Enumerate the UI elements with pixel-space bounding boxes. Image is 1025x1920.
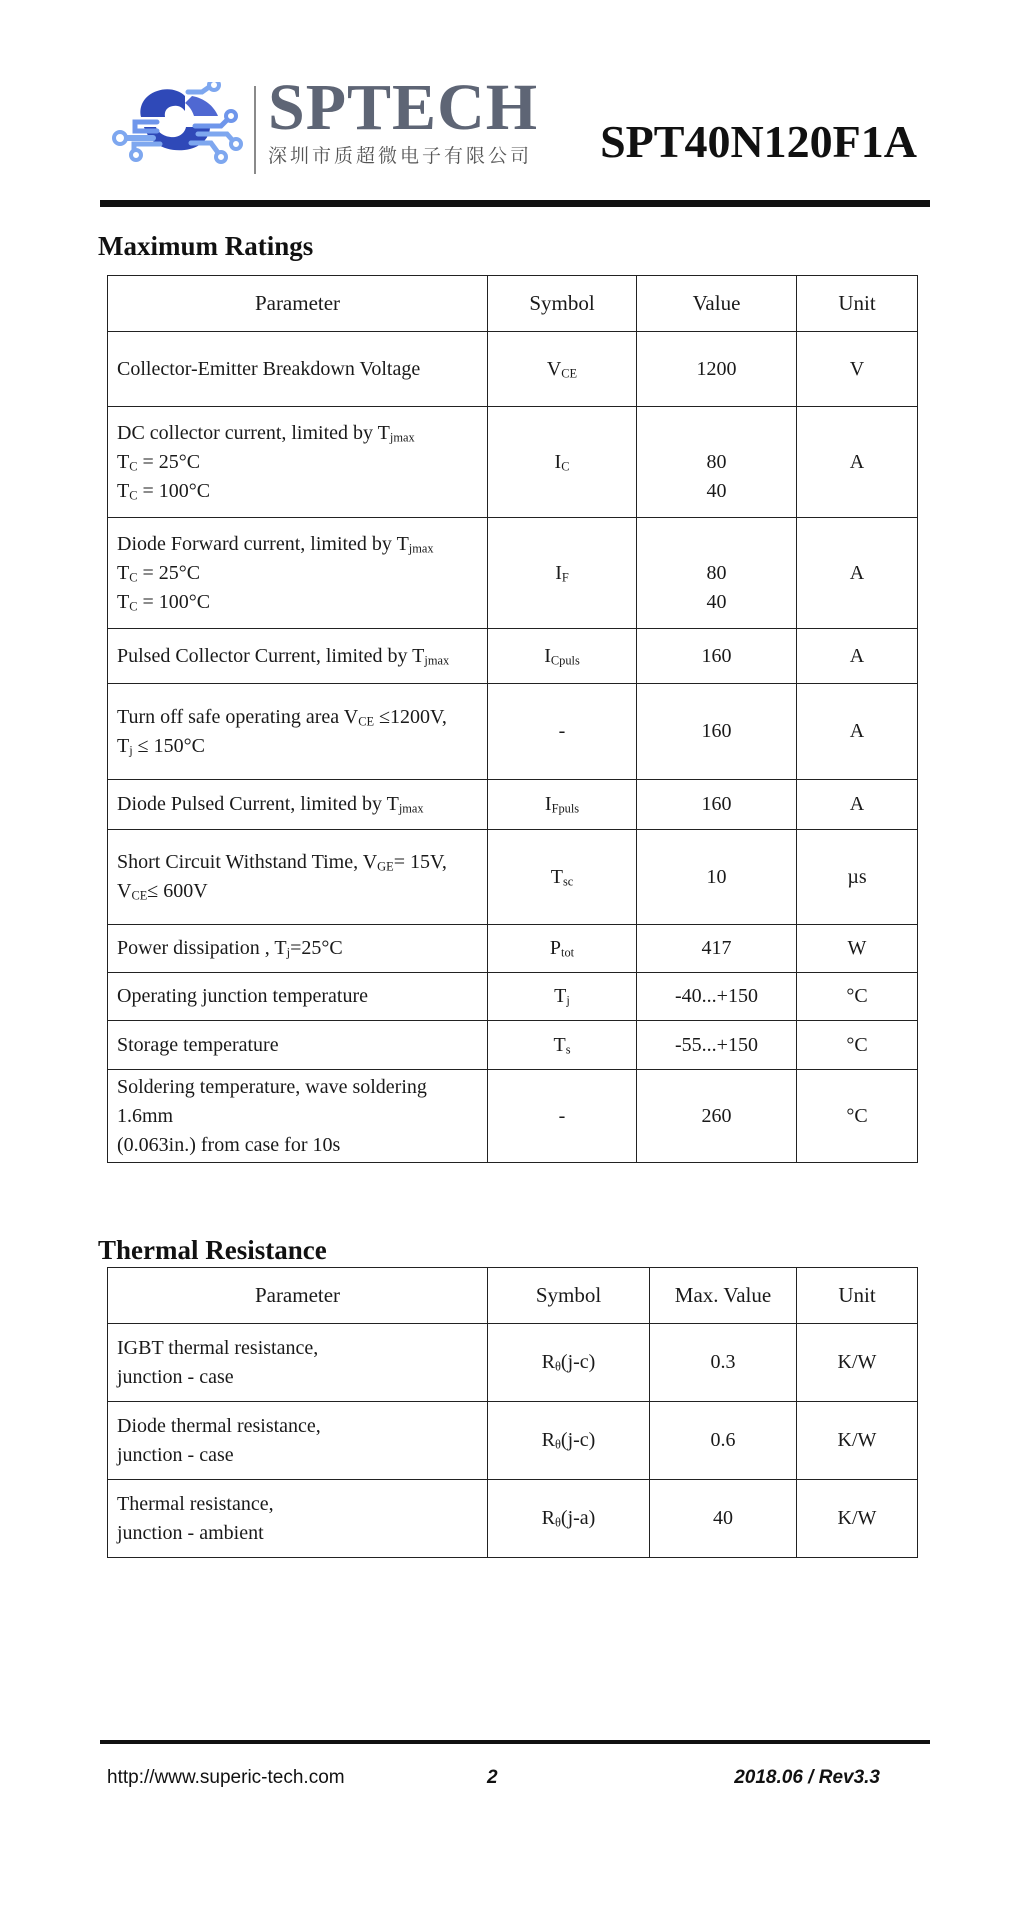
brand-subtitle: 深圳市质超微电子有限公司 xyxy=(268,146,533,167)
footer-url[interactable]: http://www.superic-tech.com xyxy=(107,1767,345,1788)
value-cell: 417 xyxy=(637,925,797,973)
unit-cell: A xyxy=(797,407,918,518)
symbol-cell: $I_{Cpuls}$ xyxy=(488,629,637,684)
table-row xyxy=(108,1070,918,1163)
value-cell: 0.6 xyxy=(650,1402,797,1480)
symbol-header: Symbol xyxy=(488,276,637,332)
table-row xyxy=(108,332,918,407)
value-cell: -55...+150 xyxy=(637,1021,797,1070)
unit-cell: °C xyxy=(797,1021,918,1070)
parameter-cell: Short Circuit Withstand Time, $V_{GE}= 15V$, $V_{CE}\le 600V$ xyxy=(108,830,488,925)
unit-header: Unit xyxy=(797,276,918,332)
table-row xyxy=(108,684,918,780)
parameter-header: Parameter xyxy=(108,1268,488,1324)
symbol-cell: Rθ(j-c) xyxy=(488,1402,650,1480)
thermal-resistance-table xyxy=(107,1267,918,1558)
symbol-header: Symbol xyxy=(488,1268,650,1324)
table-row xyxy=(108,629,918,684)
unit-cell: A xyxy=(797,518,918,629)
value-cell: 10 xyxy=(637,830,797,925)
value-cell: 1200 xyxy=(637,332,797,407)
header-rule xyxy=(100,200,930,207)
table-row xyxy=(108,780,918,830)
parameter-cell: Diode Forward current, limited by $T_{jmax}$ $T_C = 25^\circ C$ $T_C = 100^\circ C$ xyxy=(108,518,488,629)
page-number: 2 xyxy=(487,1767,498,1788)
symbol-cell: $T_s$ xyxy=(488,1021,637,1070)
parameter-cell: Diode thermal resistance, junction - case xyxy=(108,1402,488,1480)
unit-cell: °C xyxy=(797,973,918,1021)
value-cell: 80 40 xyxy=(637,518,797,629)
parameter-cell: Diode Pulsed Current, limited by $T_{jmax}$ xyxy=(108,780,488,830)
maximum-ratings-table xyxy=(107,275,918,1163)
symbol-cell: $T_{sc}$ xyxy=(488,830,637,925)
revision-label: 2018.06 / Rev3.3 xyxy=(734,1767,880,1788)
unit-cell: K/W xyxy=(797,1324,918,1402)
value-cell: 80 40 xyxy=(637,407,797,518)
value-cell: 0.3 xyxy=(650,1324,797,1402)
symbol-cell: Rθ(j-a) xyxy=(488,1480,650,1558)
value-cell: 160 xyxy=(637,780,797,830)
unit-cell: A xyxy=(797,629,918,684)
parameter-cell: Turn off safe operating area $V_{CE} \le 1200V$, $T_j \le 150^\circ C$ xyxy=(108,684,488,780)
brand-name: SPTECH xyxy=(268,71,539,144)
table-row xyxy=(108,1324,918,1402)
value-cell: 260 xyxy=(637,1070,797,1163)
circuit-logo-icon xyxy=(108,82,244,166)
unit-cell: A xyxy=(797,684,918,780)
table-row xyxy=(108,518,918,629)
unit-cell: µs xyxy=(797,830,918,925)
unit-cell: K/W xyxy=(797,1480,918,1558)
value-cell: -40...+150 xyxy=(637,973,797,1021)
symbol-cell: $T_j$ xyxy=(488,973,637,1021)
symbol-cell: $V_{CE}$ xyxy=(488,332,637,407)
parameter-cell: Storage temperature xyxy=(108,1021,488,1070)
table-row xyxy=(108,1480,918,1558)
value-cell: 160 xyxy=(637,629,797,684)
part-number: SPT40N120F1A xyxy=(600,116,917,167)
table-row xyxy=(108,407,918,518)
parameter-cell: Pulsed Collector Current, limited by $T_{jmax}$ xyxy=(108,629,488,684)
symbol-cell: - xyxy=(488,1070,637,1163)
footer-rule xyxy=(100,1740,930,1744)
maximum-ratings-title: Maximum Ratings xyxy=(98,231,314,261)
symbol-cell: $P_{tot}$ xyxy=(488,925,637,973)
value-cell: 40 xyxy=(650,1480,797,1558)
parameter-cell: Operating junction temperature xyxy=(108,973,488,1021)
parameter-cell: Power dissipation , $T_j=25^\circ C$ xyxy=(108,925,488,973)
unit-header: Unit xyxy=(797,1268,918,1324)
unit-cell: °C xyxy=(797,1070,918,1163)
symbol-cell: Rθ(j-c) xyxy=(488,1324,650,1402)
table-row xyxy=(108,925,918,973)
parameter-cell: IGBT thermal resistance, junction - case xyxy=(108,1324,488,1402)
table-row xyxy=(108,830,918,925)
value-cell: 160 xyxy=(637,684,797,780)
symbol-cell: - xyxy=(488,684,637,780)
unit-cell: W xyxy=(797,925,918,973)
parameter-cell: Soldering temperature, wave soldering 1.6mm (0.063in.) from case for 10s xyxy=(108,1070,488,1163)
table-row xyxy=(108,1402,918,1480)
parameter-cell: DC collector current, limited by $T_{jmax}$ $T_C = 25^\circ C$ $T_C = 100^\circ C$ xyxy=(108,407,488,518)
unit-cell: V xyxy=(797,332,918,407)
symbol-cell: $I_C$ xyxy=(488,407,637,518)
value-header: Value xyxy=(637,276,797,332)
logo-divider xyxy=(254,86,256,174)
table-header-row xyxy=(108,1268,918,1324)
table-row xyxy=(108,973,918,1021)
unit-cell: K/W xyxy=(797,1402,918,1480)
symbol-cell: $I_F$ xyxy=(488,518,637,629)
thermal-resistance-title: Thermal Resistance xyxy=(98,1235,327,1265)
symbol-cell: $I_{Fpuls}$ xyxy=(488,780,637,830)
unit-cell: A xyxy=(797,780,918,830)
parameter-header: Parameter xyxy=(108,276,488,332)
parameter-cell: Thermal resistance, junction - ambient xyxy=(108,1480,488,1558)
max-value-header: Max. Value xyxy=(650,1268,797,1324)
page-header xyxy=(0,0,1025,210)
table-row xyxy=(108,1021,918,1070)
table-header-row xyxy=(108,276,918,332)
parameter-cell: Collector-Emitter Breakdown Voltage xyxy=(108,332,488,407)
